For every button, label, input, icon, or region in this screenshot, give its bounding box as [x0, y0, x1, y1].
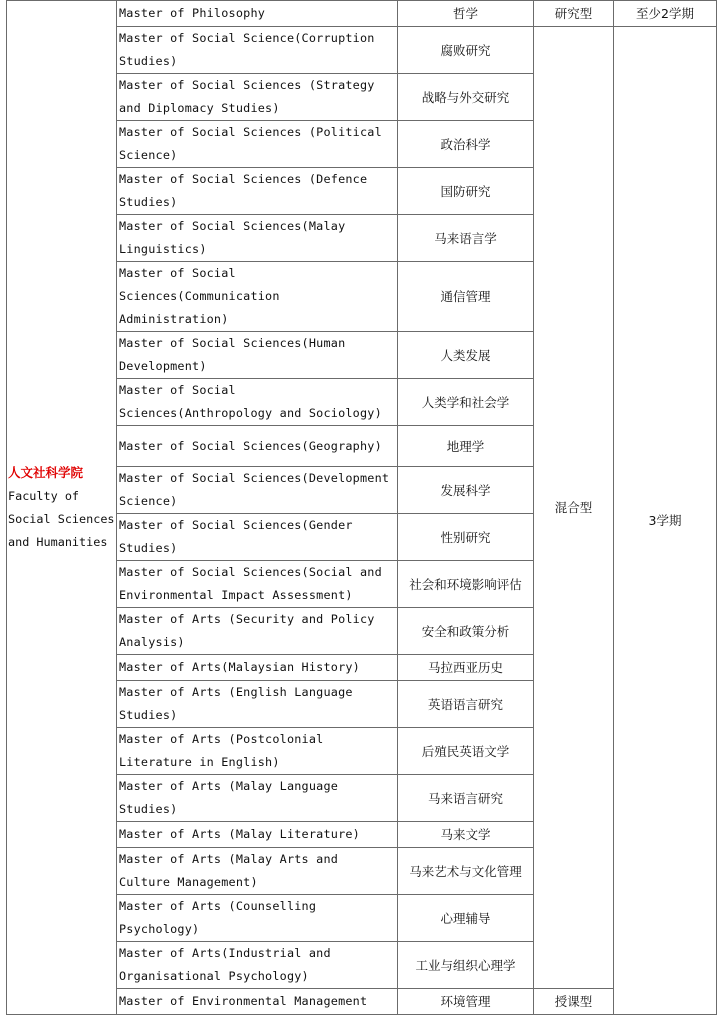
programme-name-en: Master of Arts (Postcolonial Literature in English) — [117, 728, 398, 775]
programme-name-cn: 马来文学 — [398, 822, 534, 848]
programme-name-en: Master of Social Sciences(Malay Linguistics) — [117, 215, 398, 262]
programme-name-en: Master of Social Sciences(Development Science) — [117, 467, 398, 514]
programme-name-en: Master of Arts(Industrial and Organisational Psychology) — [117, 942, 398, 989]
programme-name-en: Master of Environmental Management — [117, 989, 398, 1015]
programme-name-cn: 心理辅导 — [398, 895, 534, 942]
programme-name-cn: 人类发展 — [398, 332, 534, 379]
programme-name-cn: 人类学和社会学 — [398, 379, 534, 426]
programme-name-en: Master of Social Sciences(Geography) — [117, 426, 398, 467]
programme-name-en: Master of Arts (Counselling Psychology) — [117, 895, 398, 942]
programme-type-mixed: 混合型 — [534, 27, 614, 989]
programme-type-research: 研究型 — [534, 1, 614, 27]
programme-name-en: Master of Arts (Security and Policy Analysis) — [117, 608, 398, 655]
programme-name-cn: 后殖民英语文学 — [398, 728, 534, 775]
programme-name-en: Master of Social Sciences(Gender Studies) — [117, 514, 398, 561]
faculty-name-cn: 人文社科学院 — [8, 465, 84, 480]
duration-rest: 3学期 — [614, 27, 717, 1015]
programme-name-cn: 工业与组织心理学 — [398, 942, 534, 989]
programme-name-cn: 发展科学 — [398, 467, 534, 514]
programme-name-cn: 马拉西亚历史 — [398, 655, 534, 681]
programme-name-en: Master of Arts (English Language Studies) — [117, 681, 398, 728]
programme-name-cn: 英语语言研究 — [398, 681, 534, 728]
programme-name-en: Master of Social Sciences (Defence Studies) — [117, 168, 398, 215]
programme-name-cn: 战略与外交研究 — [398, 74, 534, 121]
programme-name-cn: 社会和环境影响评估 — [398, 561, 534, 608]
programme-name-en: Master of Social Sciences(Social and Environmental Impact Assessment) — [117, 561, 398, 608]
programme-name-cn: 地理学 — [398, 426, 534, 467]
faculty-cell — [7, 1, 117, 1015]
programme-table — [6, 0, 717, 1015]
programme-name-en: Master of Social Sciences (Political Science) — [117, 121, 398, 168]
programme-name-cn: 马来艺术与文化管理 — [398, 848, 534, 895]
programme-name-cn: 马来语言学 — [398, 215, 534, 262]
programme-name-cn: 安全和政策分析 — [398, 608, 534, 655]
programme-name-cn: 马来语言研究 — [398, 775, 534, 822]
programme-name-en: Master of Arts (Malay Literature) — [117, 822, 398, 848]
duration-first: 至少2学期 — [614, 1, 717, 27]
programme-name-cn: 腐败研究 — [398, 27, 534, 74]
programme-name-en: Master of Arts (Malay Arts and Culture Management) — [117, 848, 398, 895]
programme-type-coursework: 授课型 — [534, 989, 614, 1015]
programme-name-cn: 哲学 — [398, 1, 534, 27]
faculty-name-en: Faculty of Social Sciences and Humanities — [8, 489, 115, 549]
programme-name-en: Master of Social Sciences(Anthropology and Sociology) — [117, 379, 398, 426]
programme-name-en: Master of Philosophy — [117, 1, 398, 27]
programme-name-en: Master of Social Sciences(Human Development) — [117, 332, 398, 379]
programme-name-en: Master of Social Science(Corruption Studies) — [117, 27, 398, 74]
programme-name-en: Master of Arts(Malaysian History) — [117, 655, 398, 681]
programme-name-cn: 性别研究 — [398, 514, 534, 561]
programme-name-cn: 通信管理 — [398, 262, 534, 332]
programme-name-en: Master of Arts (Malay Language Studies) — [117, 775, 398, 822]
programme-name-cn: 国防研究 — [398, 168, 534, 215]
programme-name-en: Master of Social Sciences(Communication Administration) — [117, 262, 398, 332]
programme-name-en: Master of Social Sciences (Strategy and Diplomacy Studies) — [117, 74, 398, 121]
programme-name-cn: 政治科学 — [398, 121, 534, 168]
programme-name-cn: 环境管理 — [398, 989, 534, 1015]
